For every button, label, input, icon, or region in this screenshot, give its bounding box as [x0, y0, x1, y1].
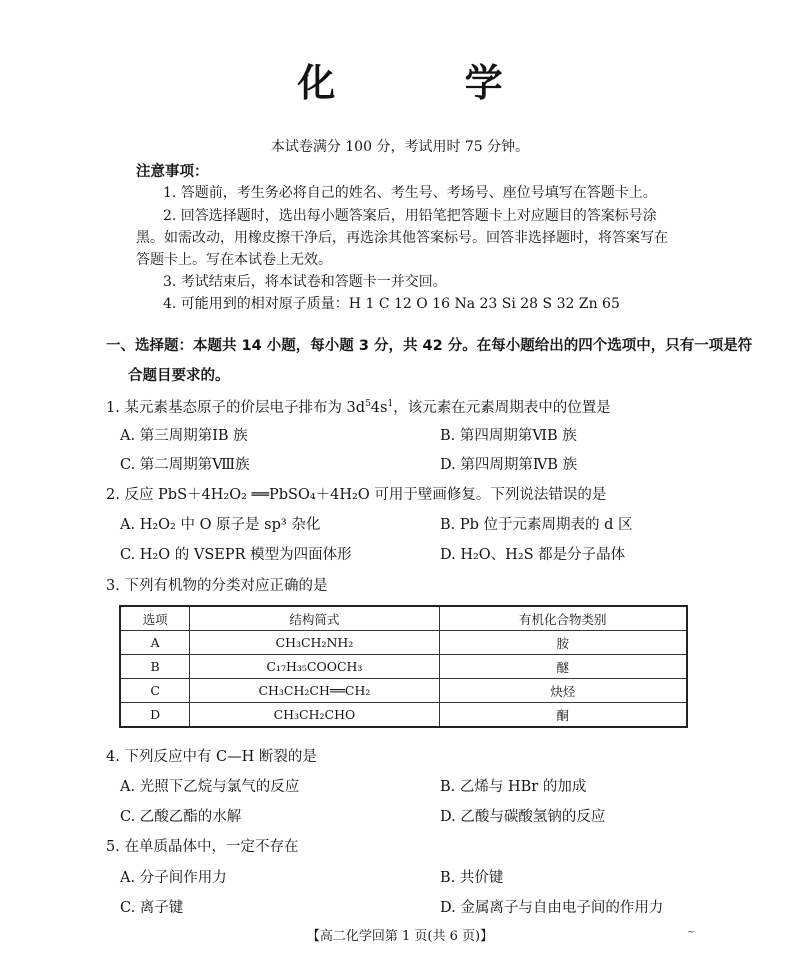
- question-1-option-b: B. 第四周期第ⅥB 族: [440, 428, 577, 444]
- question-2-option-d: D. H₂O、H₂S 都是分子晶体: [440, 547, 626, 563]
- note-4: 4. 可能用到的相对原子质量：H 1 C 12 O 16 Na 23 Si 28 S 32 Zn 65: [163, 296, 620, 312]
- corner-mark: ~: [687, 927, 696, 938]
- notes-heading: 注意事项：: [136, 164, 209, 180]
- section-heading-line-1: 一、选择题：本题共 14 小题，每小题 3 分，共 42 分。在每小题给出的四个选项中，只有一项是符: [106, 338, 753, 354]
- table-cell: CH₃CH₂CH══CH₂: [190, 679, 439, 703]
- table-cell: CH₃CH₂CHO: [190, 703, 439, 728]
- question-4-option-a: A. 光照下乙烷与氯气的反应: [120, 779, 300, 795]
- note-2-line-1: 2. 回答选择题时，选出每小题答案后，用铅笔把答题卡上对应题目的答案标号涂: [163, 208, 657, 224]
- table-row: [120, 655, 687, 679]
- table-header-cell: 选项: [120, 606, 190, 631]
- question-5-option-c: C. 离子键: [120, 900, 184, 916]
- page-title: 化 学: [297, 61, 561, 105]
- table-cell: B: [120, 655, 190, 679]
- note-1: 1. 答题前，考生务必将自己的姓名、考生号、考场号、座位号填写在答题卡上。: [163, 185, 657, 201]
- question-1-option-a: A. 第三周期第ⅠB 族: [120, 428, 248, 444]
- question-5-option-d: D. 金属离子与自由电子间的作用力: [440, 900, 664, 916]
- table-cell: C₁₇H₃₅COOCH₃: [190, 655, 439, 679]
- question-2-option-b: B. Pb 位于元素周期表的 d 区: [440, 517, 633, 533]
- question-3-table: [119, 605, 688, 728]
- table-cell: CH₃CH₂NH₂: [190, 631, 439, 655]
- table-row: [120, 631, 687, 655]
- question-1-stem: 1. 某元素基态原子的价层电子排布为 $3d^54s^1$，该元素在元素周期表中的位置是: [106, 399, 611, 416]
- table-cell: 酮: [439, 703, 687, 728]
- question-1-option-d: D. 第四周期第ⅣB 族: [440, 457, 578, 473]
- note-2-line-3: 答题卡上。写在本试卷上无效。: [136, 252, 332, 268]
- question-2-option-c: C. H₂O 的 VSEPR 模型为四面体形: [120, 547, 352, 563]
- page-footer: 【高二化学回第 1 页(共 6 页)】: [306, 929, 494, 944]
- question-3-stem: 3. 下列有机物的分类对应正确的是: [106, 578, 328, 594]
- question-1-option-c: C. 第二周期第Ⅷ族: [120, 457, 250, 473]
- question-4-option-d: D. 乙酸与碳酸氢钠的反应: [440, 809, 606, 825]
- table-row: [120, 679, 687, 703]
- table-row: [120, 703, 687, 728]
- question-2-option-a: A. H₂O₂ 中 O 原子是 sp³ 杂化: [120, 517, 321, 533]
- question-5-option-a: A. 分子间作用力: [120, 870, 227, 886]
- table-cell: D: [120, 703, 190, 728]
- question-4-option-b: B. 乙烯与 HBr 的加成: [440, 779, 587, 795]
- table-header-cell: 有机化合物类别: [439, 606, 687, 631]
- question-5-option-b: B. 共价键: [440, 870, 504, 886]
- table-cell: A: [120, 631, 190, 655]
- question-2-stem: 2. 反应 PbS＋4H₂O₂ ══PbSO₄＋4H₂O 可用于壁画修复。下列说法错误的是: [106, 487, 607, 503]
- question-5-stem: 5. 在单质晶体中，一定不存在: [106, 839, 299, 855]
- question-4-option-c: C. 乙酸乙酯的水解: [120, 809, 242, 825]
- table-header-row: [120, 606, 687, 631]
- section-heading-line-2: 合题目要求的。: [128, 368, 230, 384]
- exam-subtitle: 本试卷满分 100 分，考试用时 75 分钟。: [270, 139, 530, 155]
- question-4-stem: 4. 下列反应中有 C—H 断裂的是: [106, 749, 317, 765]
- table-cell: 醚: [439, 655, 687, 679]
- table-cell: 胺: [439, 631, 687, 655]
- note-2-line-2: 黑。如需改动，用橡皮擦干净后，再选涂其他答案标号。回答非选择题时，将答案写在: [136, 230, 668, 246]
- table-cell: C: [120, 679, 190, 703]
- note-3: 3. 考试结束后，将本试卷和答题卡一并交回。: [163, 274, 447, 290]
- table-header-cell: 结构简式: [190, 606, 439, 631]
- table-cell: 炔烃: [439, 679, 687, 703]
